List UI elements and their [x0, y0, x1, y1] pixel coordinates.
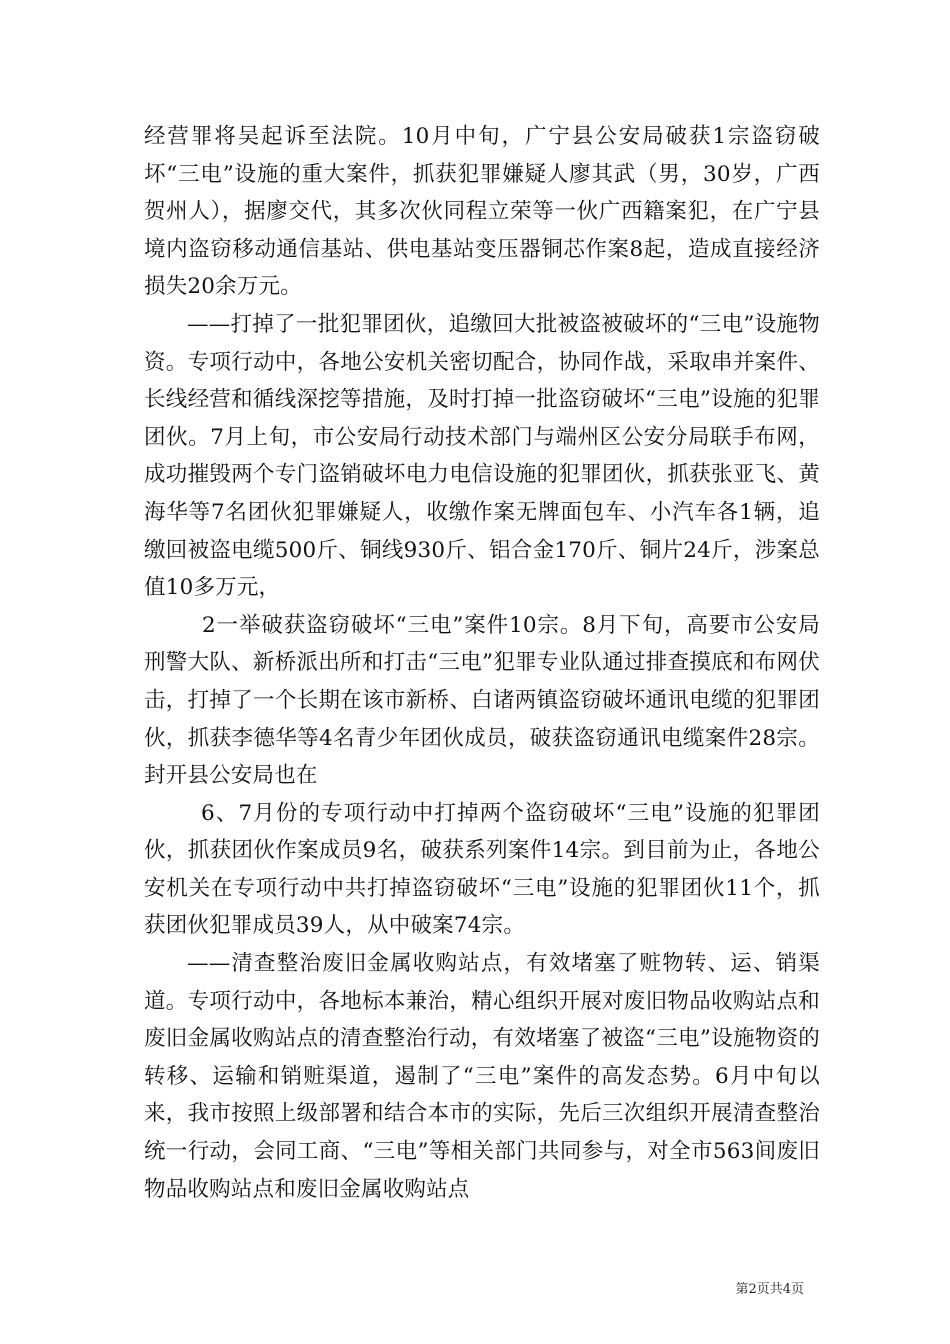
document-body — [144, 118, 820, 1208]
paragraph-5: ——清查整治废旧金属收购站点，有效堵塞了赃物转、运、销渠道。专项行动中，各地标本兼治，精心组织开展对废旧物品收购站点和废旧金属收购站点的清查整治行动，有效堵塞了被盗“三电”设施物资的转移、运输和销赃渠道，遏制了“三电”案件的高发态势。6月中旬以来，我市按照上级部署和结合本市的实际，先后三次组织开展清查整治统一行动，会同工商、“三电”等相关部门共同参与，对全市563间废旧物品收购站点和废旧金属收购站点 — [144, 951, 820, 1202]
paragraph-3: 2一举破获盗窃破坏“三电”案件10宗。8月下旬，高要市公安局刑警大队、新桥派出所和打击“三电”犯罪专业队通过排查摸底和布网伏击，打掉了一个长期在该市新桥、白诸两镇盗窃破坏通讯电缆的犯罪团伙，抓获李德华等4名青少年团伙成员，破获盗窃通讯电缆案件28宗。封开县公安局也在 — [144, 612, 820, 789]
paragraph-1: 经营罪将吴起诉至法院。10月中旬，广宁县公安局破获1宗盗窃破坏“三电”设施的重大案件，抓获犯罪嫌疑人廖其武（男，30岁，广西贺州人），据廖交代，其多次伙同程立荣等一伙广西籍案犯，在广宁县境内盗窃移动通信基站、供电基站变压器铜芯作案8起，造成直接经济损失20余万元。 — [144, 124, 820, 300]
paragraph-4: 6、7月份的专项行动中打掉两个盗窃破坏“三电”设施的犯罪团伙，抓获团伙作案成员9名，破获系列案件14宗。到目前为止，各地公安机关在专项行动中共打掉盗窃破坏“三电”设施的犯罪团伙11个，抓获团伙犯罪成员39人，从中破案74宗。 — [144, 800, 820, 939]
paragraph-2: ——打掉了一批犯罪团伙，追缴回大批被盗被破坏的“三电”设施物资。专项行动中，各地公安机关密切配合，协同作战，采取串并案件、长线经营和循线深挖等措施，及时打掉一批盗窃破坏“三电”设施的犯罪团伙。7月上旬，市公安局行动技术部门与端州区公安分局联手布网，成功摧毁两个专门盗销破坏电力电信设施的犯罪团伙，抓获张亚飞、黄海华等7名团伙犯罪嫌疑人，收缴作案无牌面包车、小汽车各1辆，追缴回被盗电缆500斤、铜线930斤、铝合金170斤、铜片24斤，涉案总值10多万元， — [144, 311, 820, 601]
page-number: 第2页共4页 — [735, 1282, 804, 1297]
